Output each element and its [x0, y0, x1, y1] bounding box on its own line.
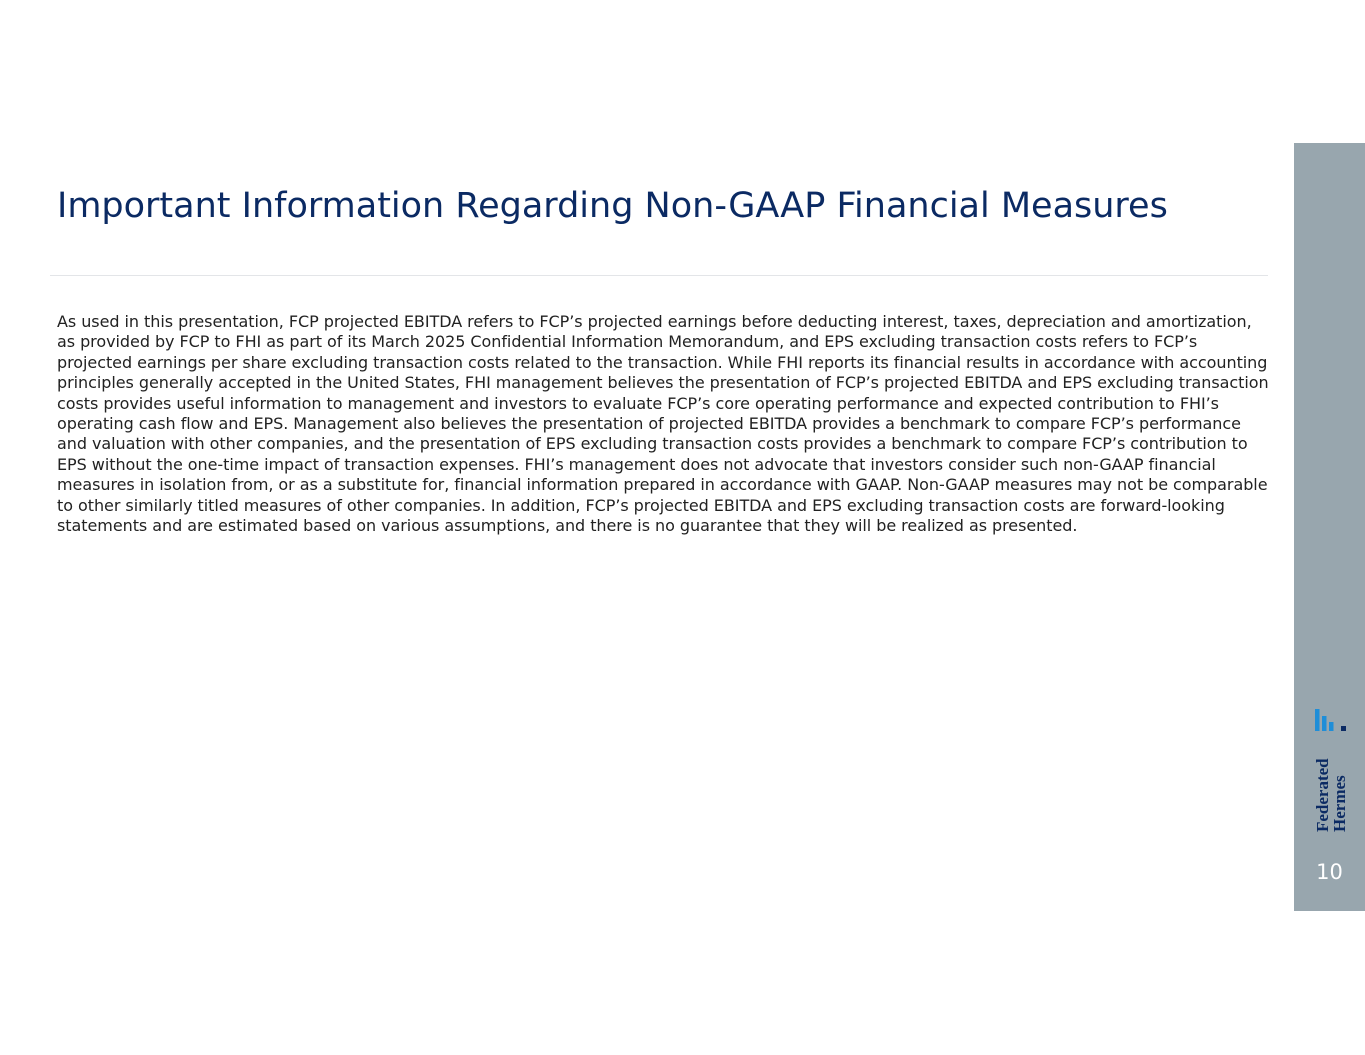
logo-wordmark-federated: Federated: [1313, 758, 1332, 832]
page-number: 10: [1316, 860, 1343, 884]
slide-title: Important Information Regarding Non-GAAP Financial Measures: [57, 186, 1168, 226]
non-gaap-disclosure-text: As used in this presentation, FCP projected EBITDA refers to FCP’s projected earnings before deducting interest, taxes, depreciation and amortization, as provided by FCP to FHI as part of its March 2025 Confidential Information Memorandum, and EPS excluding transaction costs refers to FCP’s projected earnings per share excluding transaction costs related to the transaction. While FHI reports its financial results in accordance with accounting principles generally accepted in the United States, FHI management believes the presentation of FCP’s projected EBITDA and EPS excluding transaction costs provides useful information to management and investors to evaluate FCP’s core operating performance and expected contribution to FHI’s operating cash flow and EPS. Management also believes the presentation of projected EBITDA provides a benchmark to compare FCP’s performance and valuation with other companies, and the presentation of EPS excluding transaction costs provides a benchmark to compare FCP’s contribution to EPS without the one-time impact of transaction expenses. FHI’s management does not advocate that investors consider such non-GAAP financial measures in isolation from, or as a substitute for, financial information prepared in accordance with GAAP. Non-GAAP measures may not be comparable to other similarly titled measures of other companies. In addition, FCP’s projected EBITDA and EPS excluding transaction costs are forward-looking statements and are estimated based on various assumptions, and there is no guarantee that they will be realized as presented.: [57, 312, 1269, 536]
logo-bars-icon: [1315, 709, 1346, 731]
title-divider: [50, 275, 1268, 276]
federated-hermes-logo: [1310, 705, 1350, 835]
logo-wordmark-hermes: Hermes: [1330, 775, 1349, 832]
